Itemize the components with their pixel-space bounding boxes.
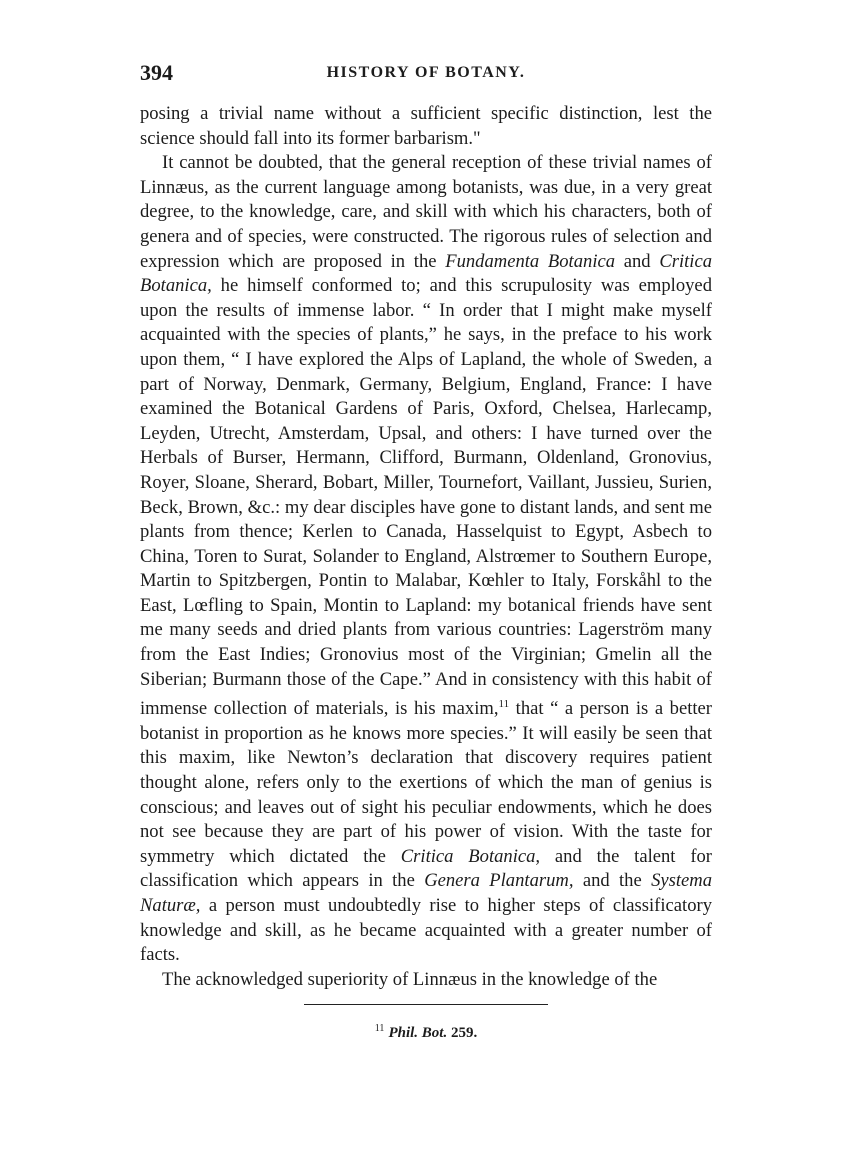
paragraph-superiority [140,968,712,993]
page-number: 394 [140,60,173,85]
running-head [140,58,712,88]
italic-title-systema: Systema Naturæ, [140,870,712,916]
italic-title-fundamenta: Fundamenta Botanica [445,250,616,272]
paragraph-continued [140,102,712,151]
footnote-page: 259. [450,1025,478,1042]
italic-title-genera: Genera Plantarum, [424,870,574,892]
text-run: and the [573,870,652,892]
footnote-reference[interactable]: 11 [498,698,510,711]
book-page [140,58,712,1043]
italic-title-critica: Critica Botanica, [140,250,712,297]
paragraph-text: The acknowledged superiority of Linnæus in the knowledge of the [162,968,658,990]
italic-title-critica-2: Critica Botanica, [400,845,541,867]
body-text [140,102,712,992]
footnote-divider [304,1004,548,1005]
footnote-source: Phil. Bot. [388,1025,448,1042]
text-run: It cannot be doubted, that the general reception of these trivial names of Linnæus, as the current language among botanists, was due, in a very great degree, to the knowledge, care, and skill with which his characters, both of genera and of species, were constructed. The rigorous rules of selection and expression which are proposed in the [140,152,712,272]
footnote-mark: 11 [374,1023,385,1035]
text-run: that “ a person is a better botanist in proportion as he knows more species.” It will easily be seen that this maxim, like Newton’s declaration that discovery requires patient thought alone, refers only to the exertions of which the man of genius is conscious; and leaves out of sight his peculiar endowments, which he does not see because they are part of his power of vision. With the taste for symmetry which dictated the [140,698,712,867]
footnote [140,1019,712,1043]
paragraph-trivial-names [140,151,712,968]
text-run: and the talent for classification which appears in the [140,845,712,892]
running-title: HISTORY OF BOTANY. [326,64,526,81]
text-run: and [615,250,660,272]
paragraph-text: posing a trivial name without a sufficient specific distinction, lest the science should fall into its former barbarism." [140,103,712,149]
text-run: a person must undoubtedly rise to higher steps of classificatory knowledge and skill, as he became acquainted with a greater number of facts. [140,895,712,966]
text-run: he himself conformed to; and this scrupulosity was employed upon the results of immense labor. “ In order that I might make myself acquainted with the species of plants,” he says, in the preface to his work upon them, “ I have explored the Alps of Lapland, the whole of Sweden, a part of Norway, Denmark, Germany, Belgium, England, France: I have examined the Botanical Gardens of Paris, Oxford, Chelsea, Harlecamp, Leyden, Utrecht, Amsterdam, Upsal, and others: I have turned over the Herbals of Burser, Hermann, Clifford, Burmann, Oldenland, Gronovius, Royer, Sloane, Sherard, Bobart, Miller, Tournefort, Vaillant, Jussieu, Surien, Beck, Brown, &c.: my dear disciples have gone to distant lands, and sent me plants from thence; Kerlen to Canada, Hasselquist to Egypt, Asbech to China, Toren to Surat, Solander to England, Alstrœmer to Southern Europe, Martin to Spitzbergen, Pontin to Malabar, Kœhler to Italy, Forskåhl to the East, Lœfling to Spain, Montin to Lapland: my botanical friends have sent me many seeds and dried plants from various countries: Lagerström many from the East Indies; Gronovius most of the Virginian; Gmelin all the Siberian; Burmann those of the Cape.” And in consistency with this habit of immense collection of materials, is his maxim, [140,275,712,720]
